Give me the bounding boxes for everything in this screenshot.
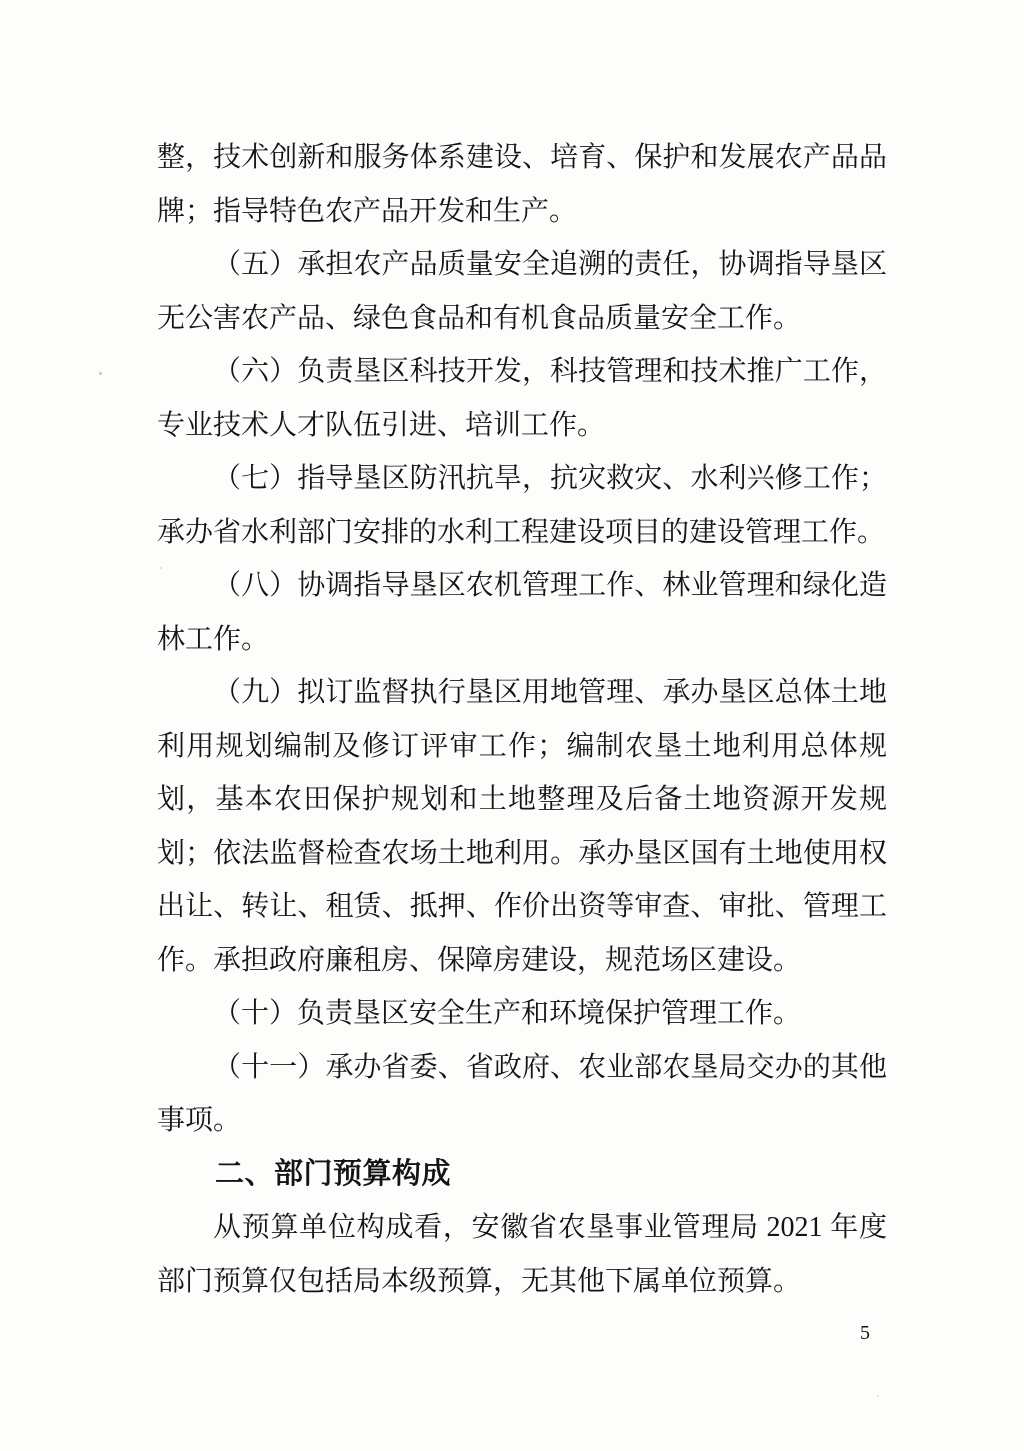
document-body <box>157 131 887 1308</box>
text-line: 部门预算仅包括局本级预算，无其他下属单位预算。 <box>157 1265 802 1297</box>
text-line: （九）拟订监督执行垦区用地管理、承办垦区总体土地 <box>213 677 887 708</box>
text-line: 无公害农产品、绿色食品和有机食品质量安全工作。 <box>157 302 802 334</box>
text-line: 承办省水利部门安排的水利工程建设项目的建设管理工作。 <box>157 516 886 548</box>
text-line: 从预算单位构成看，安徽省农垦事业管理局 2021 年度 <box>213 1212 887 1243</box>
text-line: 划；依法监督检查农场土地利用。承办垦区国有土地使用权 <box>157 837 887 869</box>
page-number: 5 <box>860 1322 870 1344</box>
text-line: 整，技术创新和服务体系建设、培育、保护和发展农产品品 <box>157 142 887 173</box>
text-line: （十一）承办省委、省政府、农业部农垦局交办的其他 <box>213 1051 887 1083</box>
text-line: 专业技术人才队伍引进、培训工作。 <box>157 409 606 441</box>
text-line: 林工作。 <box>157 623 270 655</box>
text-line: （六）负责垦区科技开发，科技管理和技术推广工作， <box>213 356 887 387</box>
section-heading: 二、部门预算构成 <box>215 1157 452 1190</box>
scan-speck <box>877 1395 879 1397</box>
text-line: 牌；指导特色农产品开发和生产。 <box>157 195 578 227</box>
text-line: 作。承担政府廉租房、保障房建设，规范场区建设。 <box>157 944 802 976</box>
text-line: （十）负责垦区安全生产和环境保护管理工作。 <box>213 998 802 1029</box>
text-line: 划，基本农田保护规划和土地整理及后备土地资源开发规 <box>157 784 887 815</box>
text-line: （七）指导垦区防汛抗旱，抗灾救灾、水利兴修工作； <box>213 463 887 494</box>
text-line: 事项。 <box>157 1105 242 1136</box>
text-line: （五）承担农产品质量安全追溯的责任，协调指导垦区 <box>213 249 887 280</box>
scan-speck <box>160 567 162 569</box>
text-line: （八）协调指导垦区农机管理工作、林业管理和绿化造 <box>213 570 887 601</box>
scan-speck <box>99 372 102 375</box>
text-line: 出让、转让、租赁、抵押、作价出资等审查、审批、管理工 <box>157 891 887 922</box>
text-line: 利用规划编制及修订评审工作；编制农垦土地利用总体规 <box>157 730 887 762</box>
